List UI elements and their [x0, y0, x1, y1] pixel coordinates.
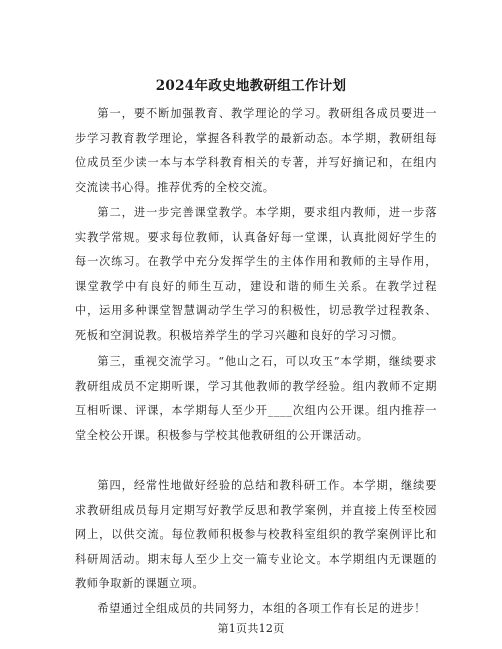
paragraph-4: 第四，经常性地做好经验的总结和教科研工作。本学期，继续要求教研组成员每月定期写好教学反思和教学案例，并直接上传至校园网上，以供交流。每位教师积极参与校教科室组织的教学案例评比和科研周活动。期末每人至少上交一篇专业论文。本学期组内无课题的教师争取新的课题立项。: [75, 479, 437, 591]
paragraph-1: 第一，要不断加强教育、教学理论的学习。教研组各成员要进一步学习教育教学理论，掌握各科教学的最新动态。本学期，教研组每位成员至少读一本与本学科教育相关的专著，并写好摘记和，在组内交流读书心得。推荐优秀的全校交流。: [75, 107, 437, 194]
paragraph-2: 第二，进一步完善课堂教学。本学期，要求组内教师，进一步落实教学常规。要求每位教师，认真备好每一堂课，认真批阅好学生的每一次练习。在教学中充分发挥学生的主体作用和教师的主导作用，课堂教学中有良好的师生互动，建设和谐的师生关系。在教学过程中，运用多种课堂智慧调动学生学习的积极性，切忌教学过程教条、死板和空洞说教。积极培养学生的学习兴趣和良好的学习习惯。: [75, 206, 437, 342]
page-number-footer: 第1页共12页: [217, 622, 285, 635]
paragraph-3: 第三，重视交流学习。“他山之石，可以攻玉”本学期，继续要求教研组成员不定期听课，学习其他教师的教学经验。组内教师不定期互相听课、评课，本学期每人至少开____次组内公开课。组内推荐一堂全校公开课。积极参与学校其他教研组的公开课活动。: [75, 355, 437, 442]
paragraph-5: 希望通过全组成员的共同努力，本组的各项工作有长足的进步！: [97, 602, 427, 615]
document-title: 2024年政史地教研组工作计划: [155, 78, 347, 94]
